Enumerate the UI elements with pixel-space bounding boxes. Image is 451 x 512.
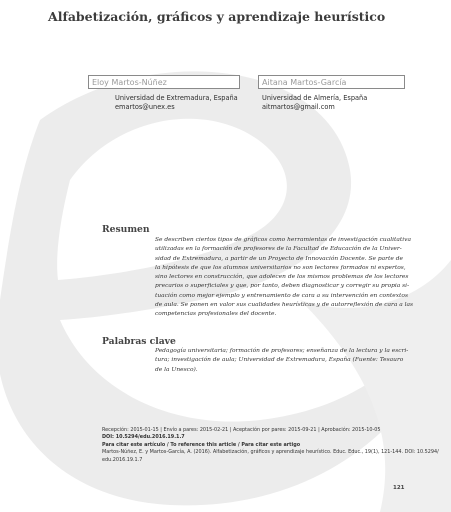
resumen-heading: Resumen [102,224,150,235]
text-line: Se describen ciertos tipos de gráficos como herramientas de investigación cualitativa [155,237,411,243]
author-name: Eloy Martos-Núñez [92,78,167,87]
author-email[interactable]: aitmartos@gmail.com [262,103,335,111]
page-number: 121 [393,485,405,491]
text-line: Pedagogía universitaria; formación de profesores; enseñanza de la lectura y la escri- [155,348,409,354]
author-name-box [258,75,405,89]
text-line: sino lectores en construcción, que adolecen de los mismos problemas de los lectores [155,274,409,281]
author-email[interactable]: emartos@unex.es [115,103,175,111]
text-line: de la Unesco). [155,366,198,373]
text-line: tuación como mejor ejemplo y entrenamiento de cara a su intervención en contextos [155,292,408,299]
text-line: utilizadas en la formación de profesores de la Facultad de Educación de la Univer- [155,246,402,253]
citation-text: Martos-Núñez, E. y Martos-García, A. (2016). Alfabetización, gráficos y aprendizaje heurístico. Educ. Educ., 19(1), 121-144. DOI: 10.5294/ [102,449,439,456]
author-affiliation [262,94,367,112]
palabras-clave-heading: Palabras clave [102,336,176,347]
author-institution: Universidad de Almería, España [262,94,368,102]
article-metadata [102,427,439,464]
citation-text: edu.2016.19.1.7 [102,456,143,463]
text-line: competencias profesionales del docente. [155,311,277,318]
text-line: tura; investigación de aula; Universidad de Extremadura, España (Fuente: Tesauro [155,357,404,364]
text-line: de aula. Se ponen en valor sus cualidades heurísticas y de autorreflexión de cara a las [155,302,414,309]
author-institution: Universidad de Extremadura, España [115,94,238,102]
author-affiliation [115,94,238,112]
resumen-text [155,236,413,320]
author-name-box [88,75,240,89]
cite-label: Para citar este artículo / To reference this article / Para citar este artigo [102,441,301,448]
text-line: sidad de Extremadura, a partir de un Proyecto de Innovación Docente. Se parte de [155,255,403,262]
text-line: precarios o superficiales y que, por tanto, deben diagnosticar y corregir su propia si- [155,283,410,290]
text-line: la hipótesis de que los alumnos universitarios no son lectores formados ni expertos, [155,264,406,271]
palabras-clave-text [155,347,408,375]
author-name: Aitana Martos-García [262,78,347,87]
publication-dates: Recepción: 2015-01-15 | Envío a pares: 2015-02-21 | Aceptación por pares: 2015-09-21 | Aprobación: 2015-10-05 [102,427,381,433]
article-title: Alfabetización, gráficos y aprendizaje heurístico [48,9,386,24]
doi[interactable]: DOI: 10.5294/edu.2016.19.1.7 [102,434,185,441]
